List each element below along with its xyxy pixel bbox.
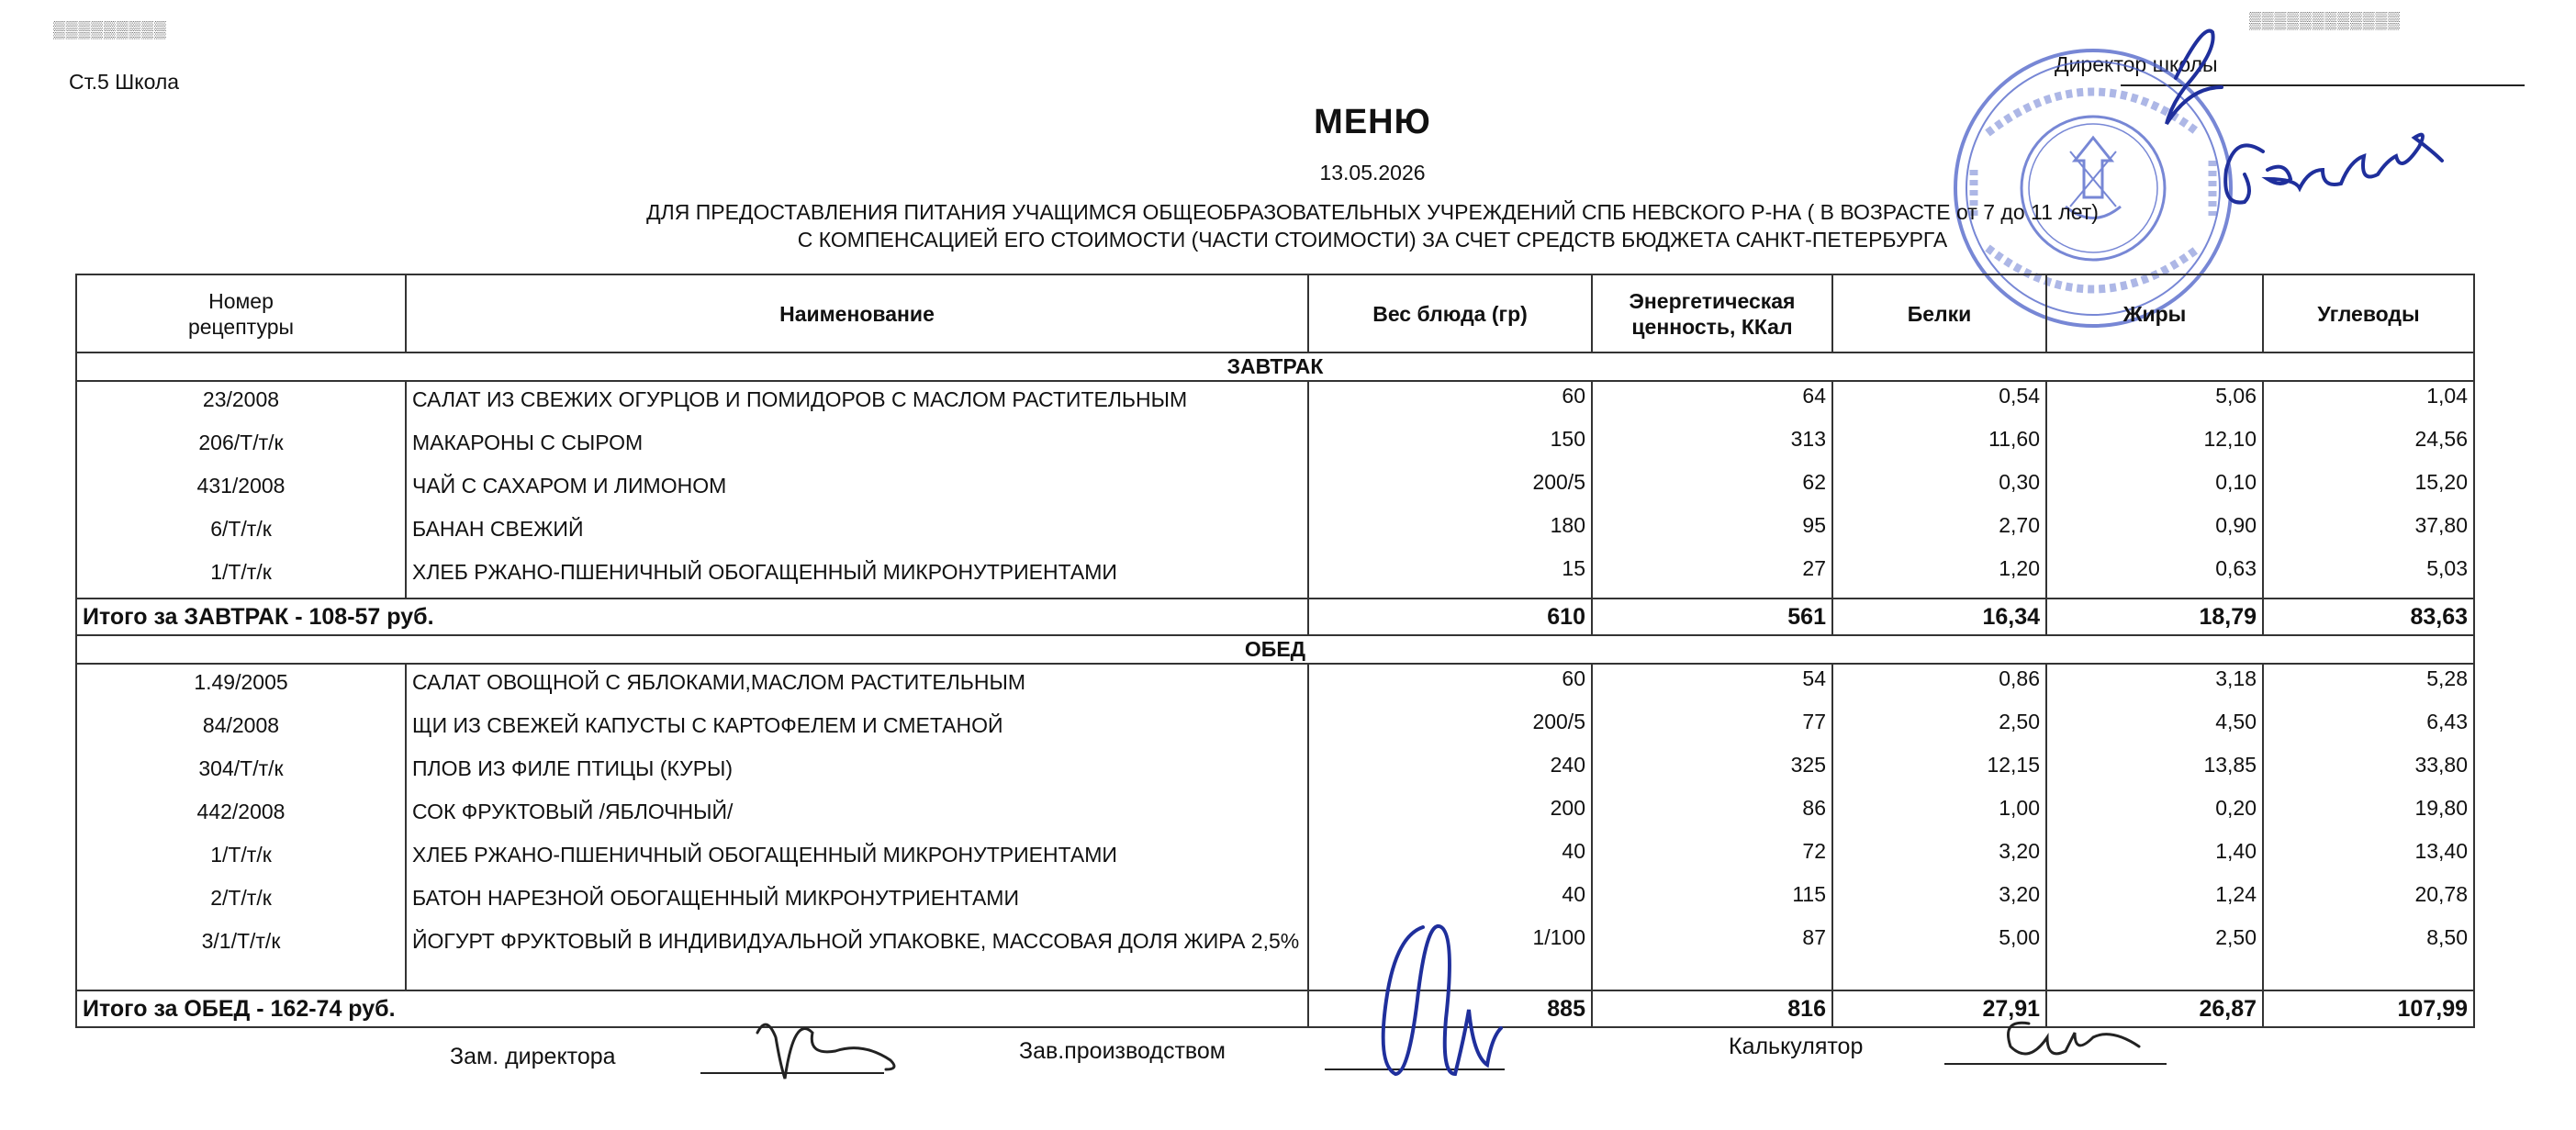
cell-carbs: 5,28 [2263, 664, 2474, 708]
cell-name: БАТОН НАРЕЗНОЙ ОБОГАЩЕННЫЙ МИКРОНУТРИЕНТАМИ [406, 880, 1308, 923]
cell-fat: 0,10 [2046, 468, 2263, 511]
cell-name: САЛАТ ОВОЩНОЙ С ЯБЛОКАМИ,МАСЛОМ РАСТИТЕЛЬНЫМ [406, 664, 1308, 708]
cell-protein: 2,50 [1832, 708, 2046, 751]
table-row [76, 468, 2474, 511]
table-row [76, 923, 2474, 990]
cell-protein: 1,00 [1832, 794, 2046, 837]
total-weight: 885 [1308, 990, 1592, 1027]
cell-energy: 77 [1592, 708, 1832, 751]
table-row [76, 664, 2474, 708]
cell-code: 206/Т/т/к [76, 425, 406, 468]
total-carbs: 83,63 [2263, 599, 2474, 635]
cell-code: 1/Т/т/к [76, 554, 406, 599]
table-header-row [76, 274, 2474, 352]
col-header-weight: Вес блюда (гр) [1308, 274, 1592, 352]
cell-protein: 0,54 [1832, 381, 2046, 425]
cell-energy: 72 [1592, 837, 1832, 880]
signature-label-deputy: Зам. директора [450, 1044, 616, 1069]
table-row [76, 880, 2474, 923]
cell-protein: 5,00 [1832, 923, 2046, 990]
cell-weight: 40 [1308, 880, 1592, 923]
cell-carbs: 8,50 [2263, 923, 2474, 990]
cell-carbs: 1,04 [2263, 381, 2474, 425]
cell-protein: 12,15 [1832, 751, 2046, 794]
col-header-carbs: Углеводы [2263, 274, 2474, 352]
cell-fat: 12,10 [2046, 425, 2263, 468]
cell-energy: 95 [1592, 511, 1832, 554]
scan-header-noise-left: ▒▒▒▒▒▒▒▒▒ [53, 20, 167, 39]
cell-energy: 27 [1592, 554, 1832, 599]
page-title: МЕНЮ [1314, 103, 1431, 141]
cell-carbs: 15,20 [2263, 468, 2474, 511]
cell-carbs: 37,80 [2263, 511, 2474, 554]
total-fat: 18,79 [2046, 599, 2263, 635]
signature-calculator [1992, 1001, 2157, 1074]
cell-name: ПЛОВ ИЗ ФИЛЕ ПТИЦЫ (КУРЫ) [406, 751, 1308, 794]
cell-code: 1/Т/т/к [76, 837, 406, 880]
cell-weight: 240 [1308, 751, 1592, 794]
cell-energy: 115 [1592, 880, 1832, 923]
cell-fat: 0,20 [2046, 794, 2263, 837]
cell-fat: 13,85 [2046, 751, 2263, 794]
table-row [76, 794, 2474, 837]
cell-fat: 1,24 [2046, 880, 2263, 923]
cell-fat: 3,18 [2046, 664, 2263, 708]
cell-fat: 0,90 [2046, 511, 2263, 554]
cell-protein: 11,60 [1832, 425, 2046, 468]
signature-production [1359, 909, 1515, 1102]
cell-name: САЛАТ ИЗ СВЕЖИХ ОГУРЦОВ И ПОМИДОРОВ С МАСЛОМ РАСТИТЕЛЬНЫМ [406, 381, 1308, 425]
menu-date: 13.05.2026 [1319, 161, 1426, 185]
cell-code: 2/Т/т/к [76, 880, 406, 923]
cell-name: ЙОГУРТ ФРУКТОВЫЙ В ИНДИВИДУАЛЬНОЙ УПАКОВКЕ, МАССОВАЯ ДОЛЯ ЖИРА 2,5% [406, 923, 1308, 990]
cell-code: 23/2008 [76, 381, 406, 425]
subtitle-line-1: ДЛЯ ПРЕДОСТАВЛЕНИЯ ПИТАНИЯ УЧАЩИМСЯ ОБЩЕОБРАЗОВАТЕЛЬНЫХ УЧРЕЖДЕНИЙ СПБ НЕВСКОГО Р-НА ( В ВОЗРАСТЕ от 7 до 11 лет) [646, 200, 2099, 224]
col-header-energy: Энергетическая ценность, ККал [1592, 274, 1832, 352]
total-fat: 26,87 [2046, 990, 2263, 1027]
cell-weight: 150 [1308, 425, 1592, 468]
cell-carbs: 6,43 [2263, 708, 2474, 751]
cell-code: 431/2008 [76, 468, 406, 511]
cell-name: ХЛЕБ РЖАНО-ПШЕНИЧНЫЙ ОБОГАЩЕННЫЙ МИКРОНУТРИЕНТАМИ [406, 837, 1308, 880]
cell-fat: 4,50 [2046, 708, 2263, 751]
cell-name: СОК ФРУКТОВЫЙ /ЯБЛОЧНЫЙ/ [406, 794, 1308, 837]
cell-energy: 313 [1592, 425, 1832, 468]
cell-weight: 15 [1308, 554, 1592, 599]
cell-name: ЩИ ИЗ СВЕЖЕЙ КАПУСТЫ С КАРТОФЕЛЕМ И СМЕТАНОЙ [406, 708, 1308, 751]
cell-protein: 1,20 [1832, 554, 2046, 599]
col-header-name: Наименование [406, 274, 1308, 352]
cell-weight: 200/5 [1308, 708, 1592, 751]
scan-header-noise-right: ▒▒▒▒▒▒▒▒▒▒▒▒ [2249, 11, 2402, 29]
cell-code: 304/Т/т/к [76, 751, 406, 794]
cell-protein: 3,20 [1832, 837, 2046, 880]
cell-weight: 40 [1308, 837, 1592, 880]
total-energy: 816 [1592, 990, 1832, 1027]
cell-name: ЧАЙ С САХАРОМ И ЛИМОНОМ [406, 468, 1308, 511]
cell-code: 442/2008 [76, 794, 406, 837]
total-label: Итого за ОБЕД - 162-74 руб. [76, 990, 1308, 1027]
cell-protein: 0,30 [1832, 468, 2046, 511]
school-name: Ст.5 Школа [69, 70, 180, 94]
cell-fat: 5,06 [2046, 381, 2263, 425]
section-header-lunch [76, 635, 2474, 664]
total-carbs: 107,99 [2263, 990, 2474, 1027]
total-protein: 16,34 [1832, 599, 2046, 635]
cell-fat: 2,50 [2046, 923, 2263, 990]
col-header-protein: Белки [1832, 274, 2046, 352]
table-row [76, 751, 2474, 794]
cell-code: 6/Т/т/к [76, 511, 406, 554]
cell-fat: 1,40 [2046, 837, 2263, 880]
table-row [76, 381, 2474, 425]
cell-weight: 180 [1308, 511, 1592, 554]
total-protein: 27,91 [1832, 990, 2046, 1027]
total-label: Итого за ЗАВТРАК - 108-57 руб. [76, 599, 1308, 635]
cell-protein: 2,70 [1832, 511, 2046, 554]
table-row [76, 554, 2474, 599]
cell-code: 3/1/Т/т/к [76, 923, 406, 990]
table-row [76, 708, 2474, 751]
section-title: ЗАВТРАК [76, 352, 2474, 381]
cell-name: МАКАРОНЫ С СЫРОМ [406, 425, 1308, 468]
cell-name: БАНАН СВЕЖИЙ [406, 511, 1308, 554]
cell-carbs: 13,40 [2263, 837, 2474, 880]
table-row [76, 425, 2474, 468]
section-title: ОБЕД [76, 635, 2474, 664]
cell-energy: 87 [1592, 923, 1832, 990]
cell-energy: 54 [1592, 664, 1832, 708]
cell-energy: 325 [1592, 751, 1832, 794]
cell-carbs: 24,56 [2263, 425, 2474, 468]
col-header-code: Номер рецептуры [76, 274, 406, 352]
section-header-breakfast [76, 352, 2474, 381]
cell-code: 1.49/2005 [76, 664, 406, 708]
cell-fat: 0,63 [2046, 554, 2263, 599]
col-header-fat: Жиры [2046, 274, 2263, 352]
cell-name: ХЛЕБ РЖАНО-ПШЕНИЧНЫЙ ОБОГАЩЕННЫЙ МИКРОНУТРИЕНТАМИ [406, 554, 1308, 599]
cell-carbs: 33,80 [2263, 751, 2474, 794]
cell-weight: 1/100 [1308, 923, 1592, 990]
menu-table [75, 274, 2475, 1028]
cell-carbs: 19,80 [2263, 794, 2474, 837]
total-weight: 610 [1308, 599, 1592, 635]
total-energy: 561 [1592, 599, 1832, 635]
cell-protein: 0,86 [1832, 664, 2046, 708]
cell-weight: 200 [1308, 794, 1592, 837]
total-row-breakfast [76, 599, 2474, 635]
cell-energy: 64 [1592, 381, 1832, 425]
signature-label-production: Зав.производством [1019, 1038, 1226, 1064]
signature-label-calculator: Калькулятор [1729, 1034, 1864, 1059]
cell-code: 84/2008 [76, 708, 406, 751]
cell-energy: 62 [1592, 468, 1832, 511]
cell-weight: 60 [1308, 664, 1592, 708]
cell-energy: 86 [1592, 794, 1832, 837]
cell-carbs: 5,03 [2263, 554, 2474, 599]
cell-protein: 3,20 [1832, 880, 2046, 923]
table-row [76, 511, 2474, 554]
subtitle-line-2: С КОМПЕНСАЦИЕЙ ЕГО СТОИМОСТИ (ЧАСТИ СТОИМОСТИ) ЗА СЧЕТ СРЕДСТВ БЮДЖЕТА САНКТ-ПЕТЕРБУРГА [797, 228, 1948, 252]
director-title: Директор школы [2055, 52, 2218, 76]
signature-deputy [744, 1010, 909, 1092]
cell-weight: 60 [1308, 381, 1592, 425]
cell-carbs: 20,78 [2263, 880, 2474, 923]
table-row [76, 837, 2474, 880]
cell-weight: 200/5 [1308, 468, 1592, 511]
